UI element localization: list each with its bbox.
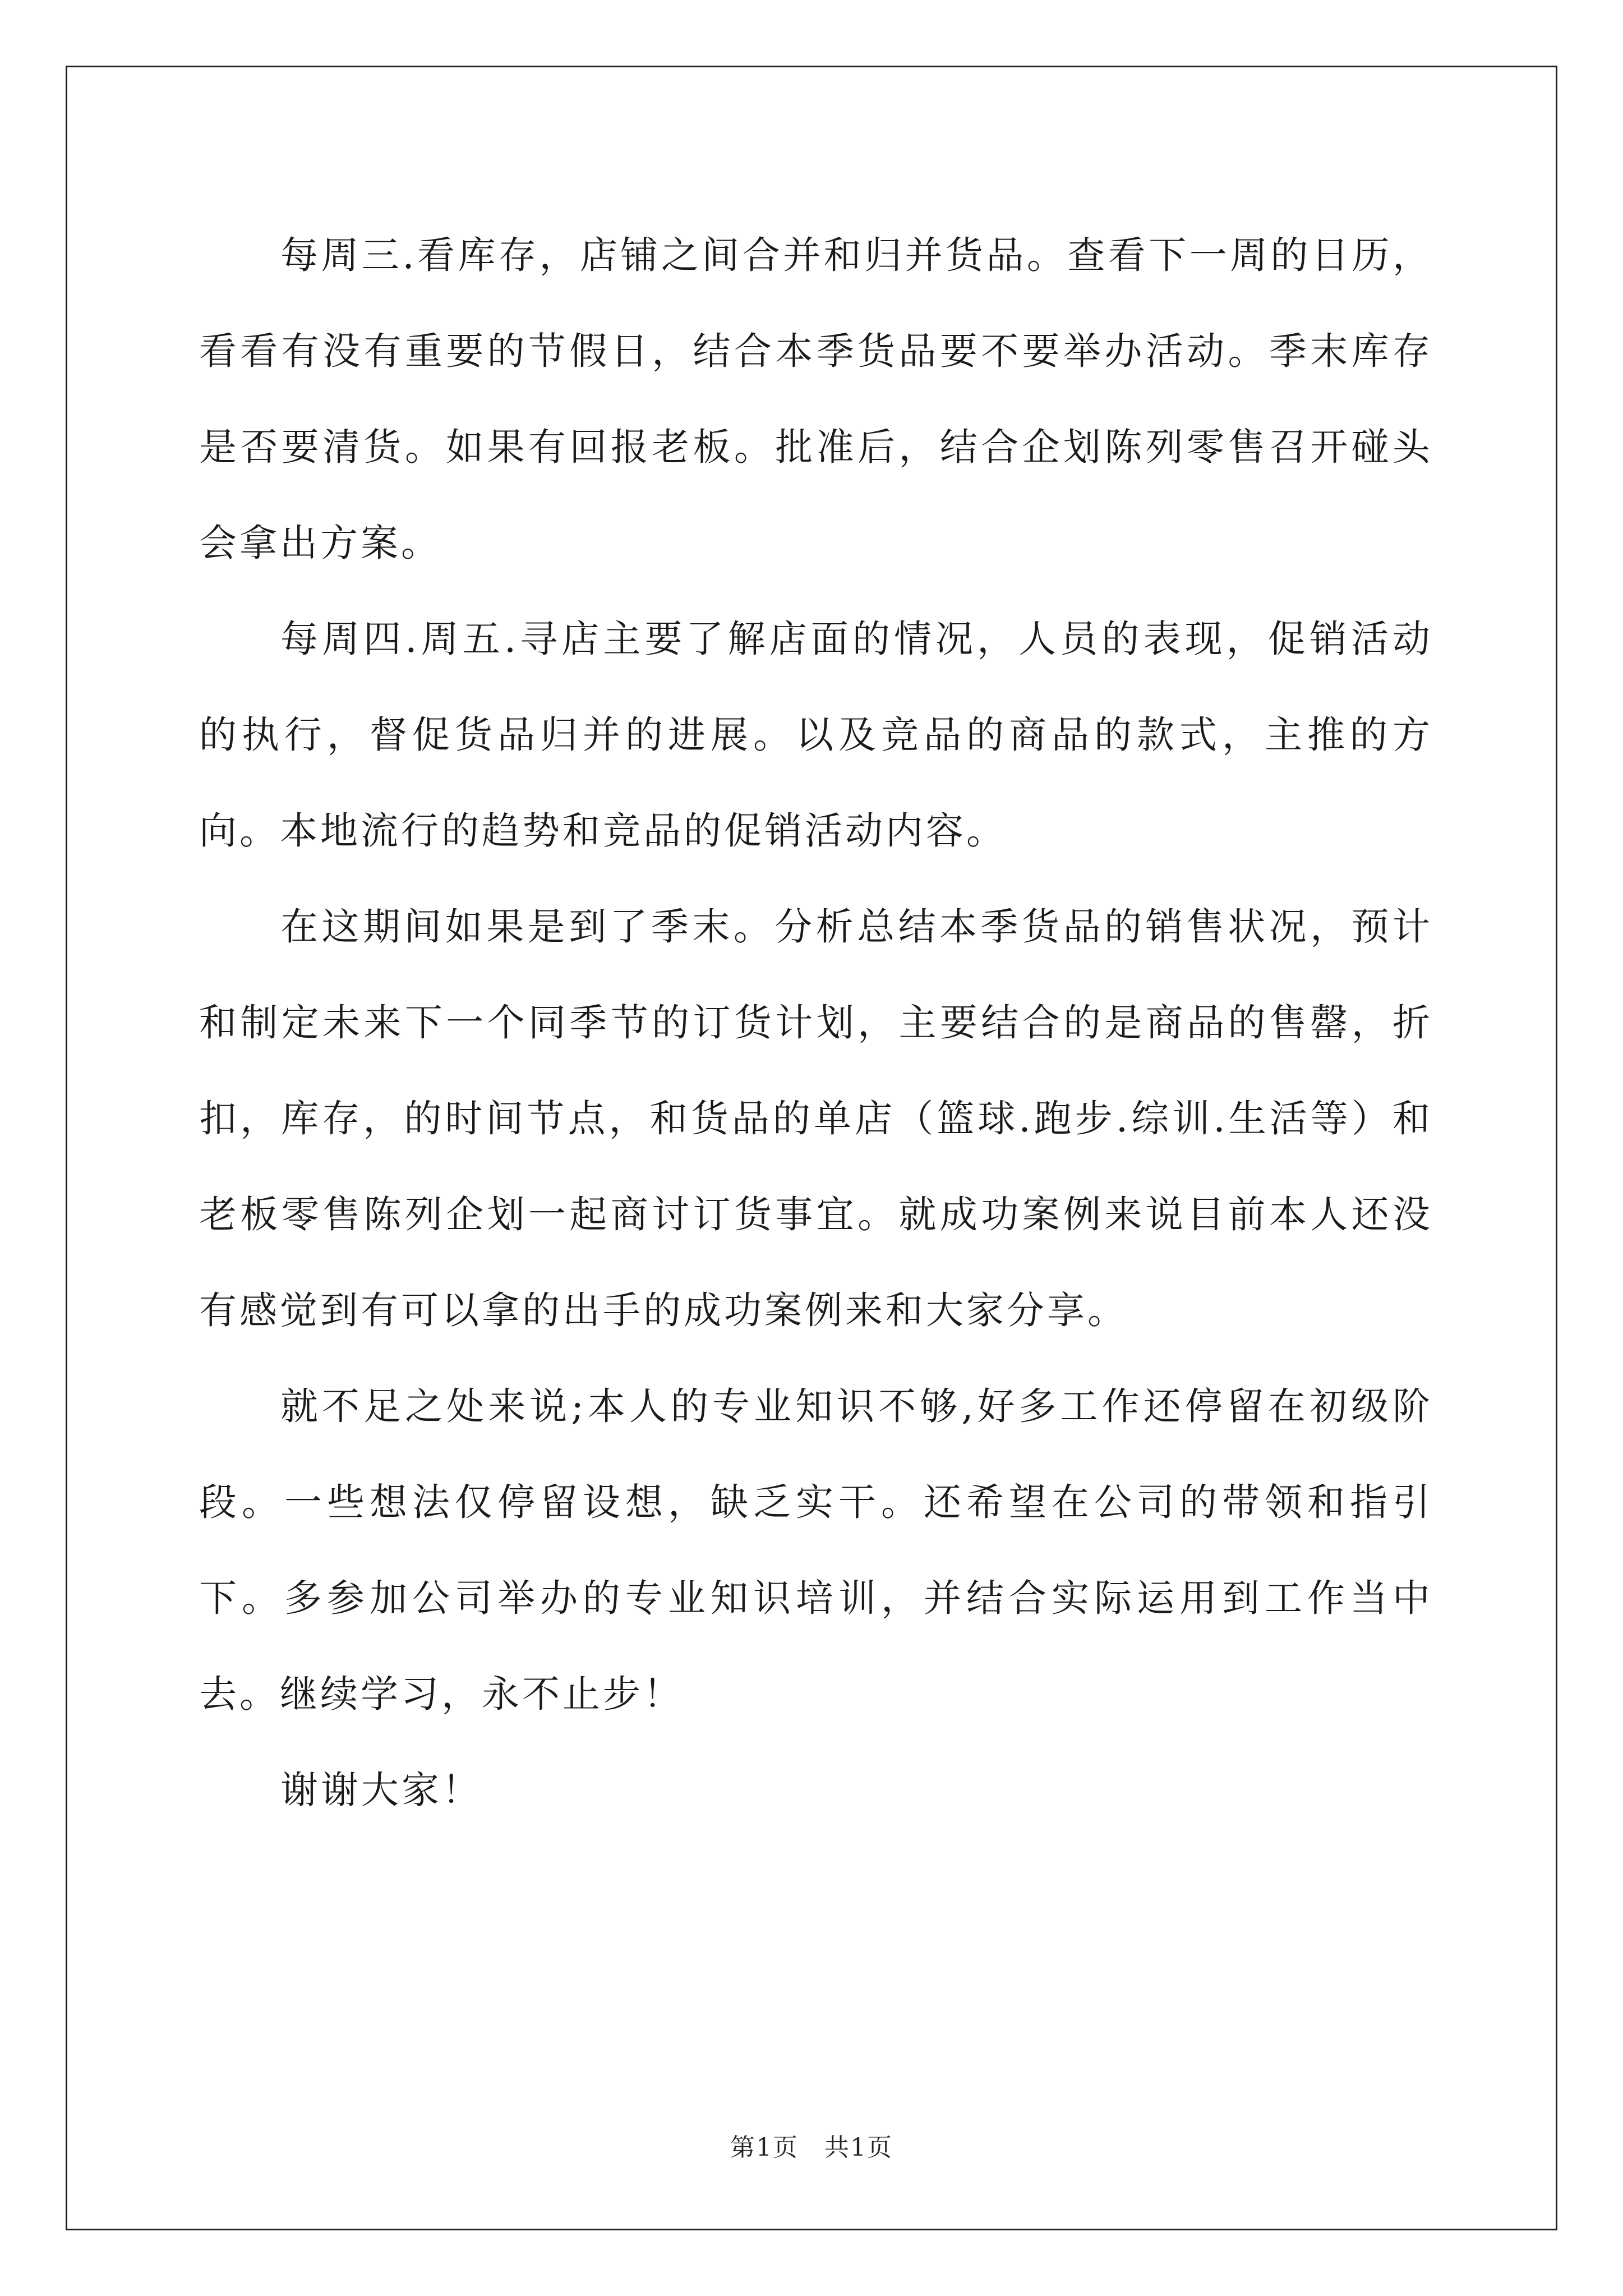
page-number: 第1页 共1页 xyxy=(730,2133,893,2162)
closing-paragraph: 谢谢大家！ xyxy=(280,1768,482,1812)
paragraph: 每周四.周五.寻店主要了解店面的情况，人员的表现，促销活动的执行，督促货品归并的进展。以及竞品的商品的款式，主推的方向。本地流行的趋势和竞品的促销活动内容。 xyxy=(199,617,1433,853)
paragraph: 每周三.看库存，店铺之间合并和归并货品。查看下一周的日历，看看有没有重要的节假日，结合本季货品要不要举办活动。季末库存是否要清货。如果有回报老板。批准后，结合企划陈列零售召开碰头会拿出方案。 xyxy=(199,233,1433,565)
paragraph: 在这期间如果是到了季末。分析总结本季货品的销售状况，预计和制定未来下一个同季节的订货计划，主要结合的是商品的售罄，折扣，库存，的时间节点，和货品的单店（篮球.跑步.综训.生活等）和老板零售陈列企划一起商讨订货事宜。就成功案例来说目前本人还没有感觉到有可以拿的出手的成功案例来和大家分享。 xyxy=(199,905,1433,1332)
document-body xyxy=(199,208,1433,1838)
paragraph: 就不足之处来说;本人的专业知识不够,好多工作还停留在初级阶段。一些想法仅停留设想，缺乏实干。还希望在公司的带领和指引下。多参加公司举办的专业知识培训，并结合实际运用到工作当中去。继续学习，永不止步！ xyxy=(199,1384,1433,1716)
